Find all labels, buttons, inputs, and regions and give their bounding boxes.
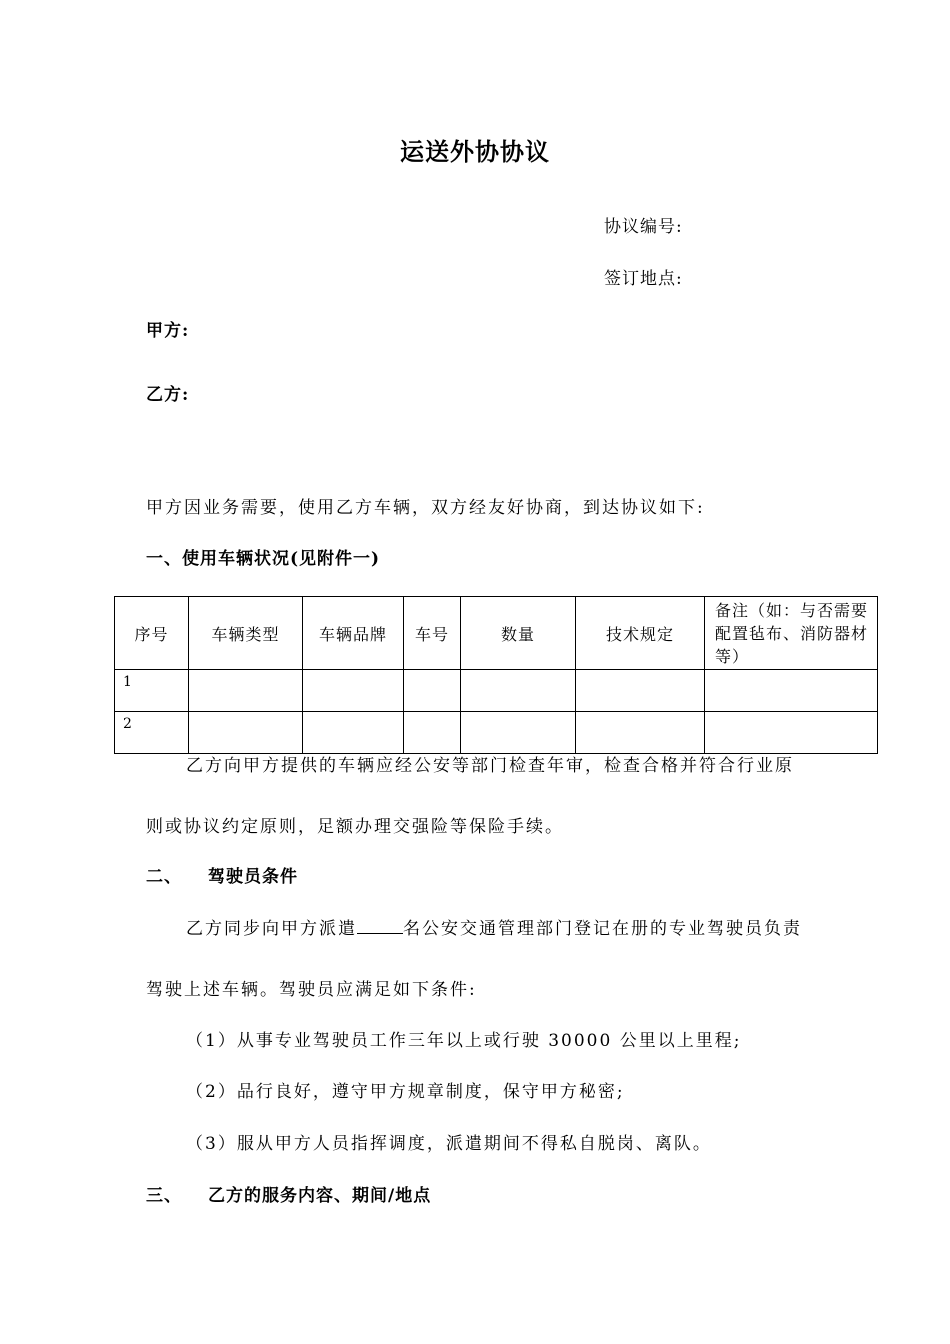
signing-place-label: 签订地点: bbox=[604, 269, 683, 289]
table-header-cell-remark: 备注（如：与否需要配置毡布、消防器材等） bbox=[705, 597, 878, 670]
table-row bbox=[115, 712, 878, 754]
table-cell bbox=[705, 712, 878, 754]
table-cell bbox=[404, 712, 461, 754]
party-b-label: 乙方: bbox=[146, 385, 190, 405]
section1-heading: 一、使用车辆状况(见附件一) bbox=[146, 549, 381, 569]
table-row bbox=[115, 670, 878, 712]
driver-count-blank bbox=[357, 919, 403, 934]
table-cell bbox=[461, 670, 576, 712]
table-header-cell: 车辆类型 bbox=[189, 597, 303, 670]
vehicle-table bbox=[114, 596, 878, 754]
table-cell-seq: 2 bbox=[115, 712, 189, 754]
agreement-number-label: 协议编号: bbox=[604, 217, 683, 237]
section2-heading bbox=[146, 862, 298, 887]
table-cell bbox=[705, 670, 878, 712]
section3-heading bbox=[146, 1181, 431, 1206]
table-header-row bbox=[115, 597, 878, 670]
section1-paragraph-line1: 乙方向甲方提供的车辆应经公安等部门检查年审，检查合格并符合行业原 bbox=[186, 756, 794, 776]
table-cell bbox=[303, 670, 404, 712]
section3-heading-text: 乙方的服务内容、期间/地点 bbox=[208, 1186, 432, 1206]
table-header-cell: 数量 bbox=[461, 597, 576, 670]
table-header-cell: 车辆品牌 bbox=[303, 597, 404, 670]
driver-condition-item-2: （2）品行良好，遵守甲方规章制度，保守甲方秘密; bbox=[186, 1082, 625, 1102]
table-header-cell: 技术规定 bbox=[576, 597, 705, 670]
table-cell bbox=[576, 712, 705, 754]
section2-paragraph-line1 bbox=[186, 914, 802, 939]
table-cell bbox=[576, 670, 705, 712]
table-header-cell: 序号 bbox=[115, 597, 189, 670]
section2-heading-text: 驾驶员条件 bbox=[208, 867, 298, 887]
section3-heading-number: 三、 bbox=[146, 1186, 182, 1206]
section2-paragraph-part1: 乙方同步向甲方派遣 bbox=[186, 919, 357, 939]
driver-condition-item-1: （1）从事专业驾驶员工作三年以上或行驶 30000 公里以上里程; bbox=[186, 1031, 742, 1051]
table-cell bbox=[461, 712, 576, 754]
section2-paragraph-part2: 名公安交通管理部门登记在册的专业驾驶员负责 bbox=[403, 919, 802, 939]
section1-paragraph-line2: 则或协议约定原则，足额办理交强险等保险手续。 bbox=[146, 817, 564, 837]
intro-paragraph: 甲方因业务需要，使用乙方车辆，双方经友好协商，到达协议如下: bbox=[146, 498, 705, 518]
table-cell bbox=[189, 670, 303, 712]
document-title: 运送外协协议 bbox=[400, 137, 550, 166]
section2-heading-number: 二、 bbox=[146, 867, 182, 887]
driver-condition-item-3: （3）服从甲方人员指挥调度，派遣期间不得私自脱岗、离队。 bbox=[186, 1134, 712, 1154]
table-cell-seq: 1 bbox=[115, 670, 189, 712]
section2-paragraph-line2: 驾驶上述车辆。驾驶员应满足如下条件: bbox=[146, 980, 477, 1000]
table-header-cell: 车号 bbox=[404, 597, 461, 670]
table-cell bbox=[303, 712, 404, 754]
table-cell bbox=[189, 712, 303, 754]
party-a-label: 甲方: bbox=[146, 321, 190, 341]
table-cell bbox=[404, 670, 461, 712]
